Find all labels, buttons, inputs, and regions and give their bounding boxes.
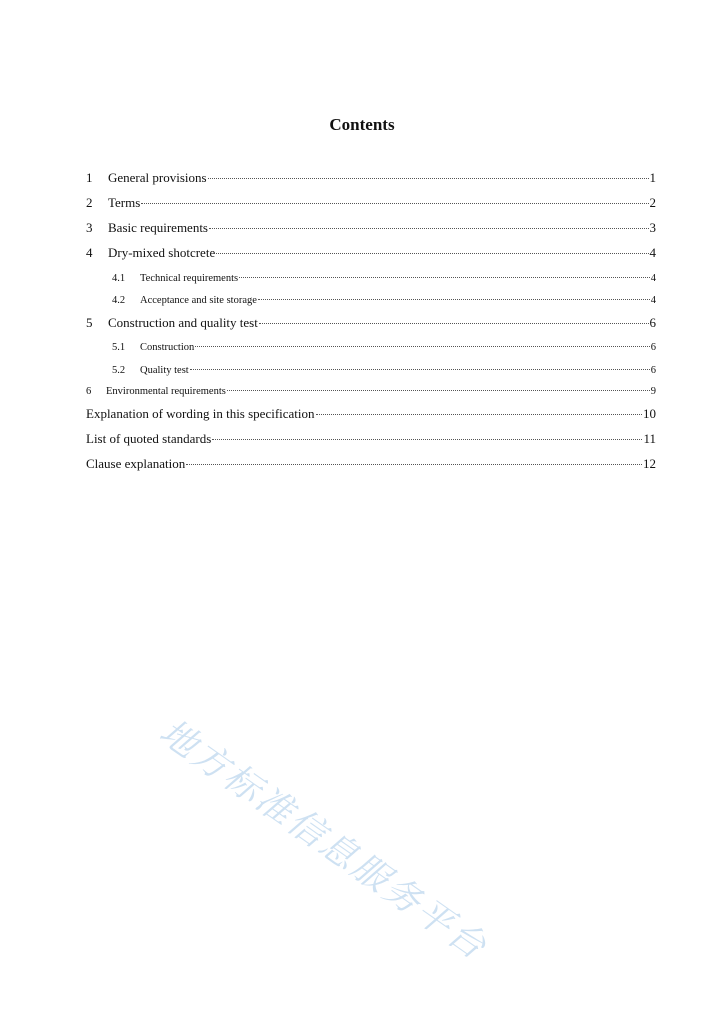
toc-page: 11 (643, 431, 656, 446)
watermark: 地方标准信息服务平台 (151, 711, 495, 969)
toc-label: Basic requirements (108, 220, 208, 235)
leader-dots (258, 288, 650, 300)
toc-label: Construction and quality test (108, 315, 258, 330)
toc-page: 3 (649, 220, 656, 235)
toc-page: 6 (650, 364, 656, 376)
toc-entry-explanation-of-wording[interactable] (86, 404, 656, 422)
leader-dots (208, 165, 649, 179)
toc-label: Explanation of wording in this specification (86, 406, 315, 421)
leader-dots (316, 401, 642, 415)
toc-number: 5.1 (112, 341, 126, 353)
toc-page: 4 (649, 245, 656, 260)
toc-label: Technical requirements (140, 272, 239, 284)
toc-number: 4 (86, 245, 93, 260)
leader-dots (239, 266, 650, 278)
toc-page: 10 (643, 406, 656, 421)
toc-page: 12 (643, 456, 656, 471)
leader-dots (209, 215, 649, 229)
toc-number: 5.2 (112, 364, 126, 376)
toc-label: General provisions (108, 170, 207, 185)
toc-number: 5 (86, 315, 93, 330)
toc-label: Terms (108, 195, 141, 210)
toc-label: Environmental requirements (106, 385, 226, 397)
leader-dots (212, 426, 642, 440)
toc-page: 6 (649, 315, 656, 330)
toc-number: 3 (86, 220, 93, 235)
toc-number: 6 (86, 385, 92, 397)
toc-page: 1 (649, 170, 656, 185)
toc-number: 4.2 (112, 294, 126, 306)
toc-entry-4[interactable] (86, 243, 656, 261)
leader-dots (216, 240, 648, 254)
contents-title: Contents (329, 115, 395, 134)
toc-page: 2 (649, 195, 656, 210)
toc-label: Clause explanation (86, 456, 186, 471)
toc-number: 4.1 (112, 272, 126, 284)
toc-entry-clause-explanation[interactable] (86, 454, 656, 472)
leader-dots (195, 335, 650, 347)
toc-entry-6[interactable] (86, 382, 656, 397)
toc-page: 6 (650, 341, 656, 353)
leader-dots (259, 310, 649, 324)
toc-entry-4-2[interactable] (112, 291, 656, 306)
toc-label: Acceptance and site storage (140, 294, 257, 306)
toc-label: Dry-mixed shotcrete (108, 245, 216, 260)
toc-number: 1 (86, 170, 93, 185)
toc-entry-4-1[interactable] (112, 269, 656, 284)
toc-label: List of quoted standards (86, 431, 212, 446)
toc-page: 9 (650, 385, 656, 397)
leader-dots (227, 379, 650, 391)
toc-page: 4 (650, 272, 656, 284)
toc-number: 2 (86, 195, 93, 210)
toc-entry-5[interactable] (86, 313, 656, 331)
toc-entry-3[interactable] (86, 218, 656, 236)
toc-entry-5-2[interactable] (112, 361, 656, 376)
toc-label: Quality test (140, 364, 189, 376)
toc-entry-1[interactable] (86, 168, 656, 186)
toc-page: 4 (650, 294, 656, 306)
toc-label: Construction (140, 341, 195, 353)
leader-dots (186, 451, 642, 465)
leader-dots (190, 358, 650, 370)
toc-entry-quoted-standards[interactable] (86, 429, 656, 447)
toc-entry-2[interactable] (86, 193, 656, 211)
leader-dots (141, 190, 648, 204)
toc-entry-5-1[interactable] (112, 338, 656, 353)
